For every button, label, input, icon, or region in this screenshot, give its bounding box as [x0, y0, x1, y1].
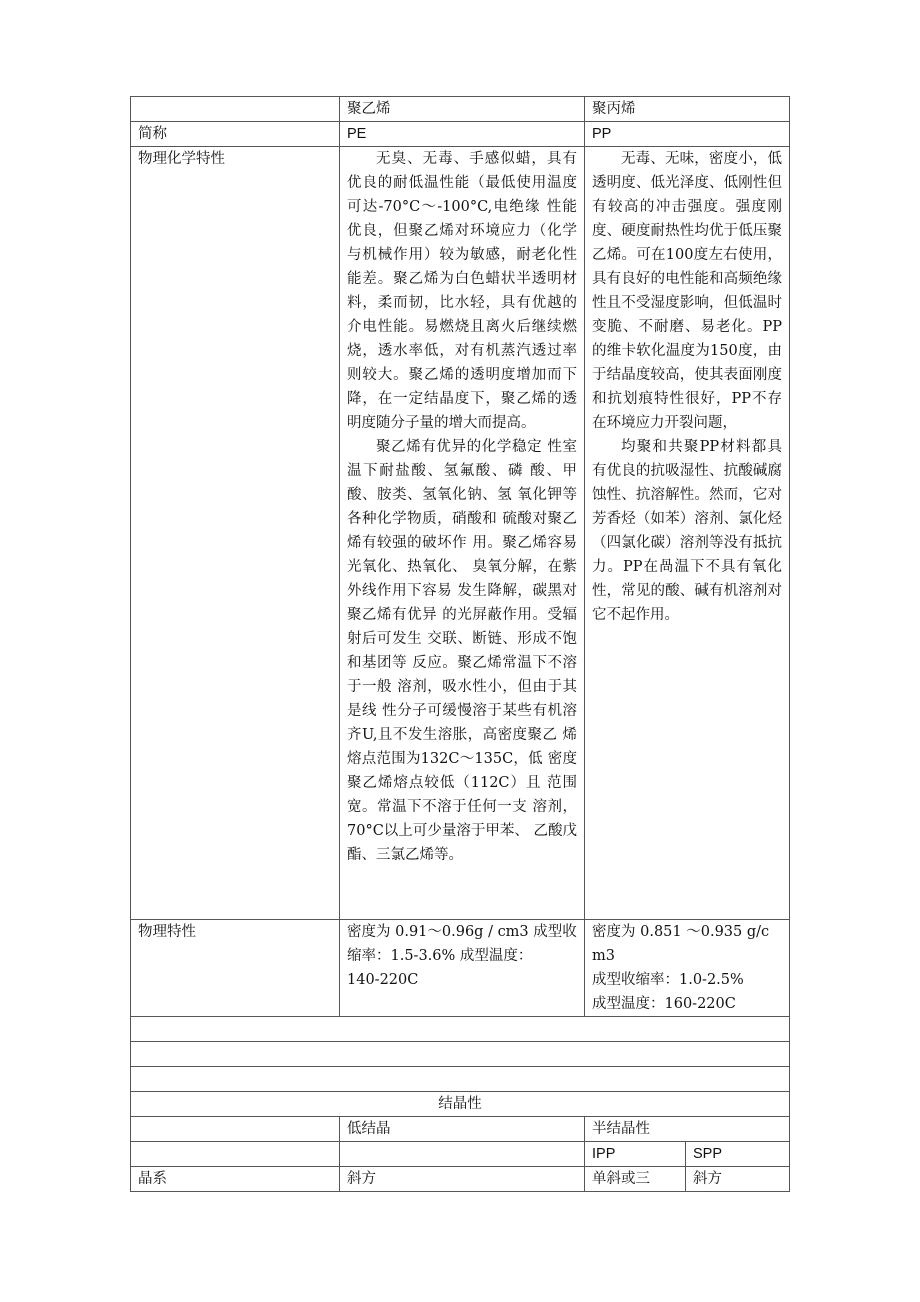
spp-label: SPP: [686, 1142, 790, 1167]
subtype-blank-2: [340, 1142, 585, 1167]
header-pe-cell: 聚乙烯: [340, 97, 585, 122]
crystallinity-pe: 低结晶: [340, 1117, 585, 1142]
chem-properties-row: [131, 147, 790, 920]
physical-properties-pp: 密度为 0.851 〜0.935 g/cm3 成型收缩率：1.0-2.5% 成型温度：160-220C: [585, 920, 790, 1017]
header-row: [131, 97, 790, 122]
chem-properties-pe: [340, 147, 585, 920]
crystal-system-spp: 斜方: [686, 1167, 790, 1192]
pe-paragraph-2: 聚乙烯有优异的化学稳定 性室温下耐盐酸、氢氟酸、磷 酸、甲酸、胺类、氢氧化钠、氢 氧化钾等各种化学物质，硝酸和 硫酸对聚乙烯有较强的破坏作 用。聚乙烯容易光氧化、热氧化、 臭氧分解，在紫外线作用下容易 发生降解，碳黑对聚乙烯有优异 的光屏蔽作用。受辐射后可发生 交联、断链、形成不饱和基团等 反应。聚乙烯常温下不溶于一般 溶剂，吸水性小，但由于其是线 性分子可缓慢溶于某些有机溶 齐U,且不发生溶胀，高密度聚乙 烯熔点范围为132C〜135C，低 密度聚乙烯熔点较低（112C）且 范围宽。常温下不溶于任何一支 溶剂，70°C以上可少量溶于甲苯、 乙酸戊酯、三氯乙烯等。: [347, 439, 577, 863]
abbreviation-row: [131, 122, 790, 147]
comparison-table: [130, 96, 790, 1192]
crystal-system-row: [131, 1167, 790, 1192]
pe-paragraph-1: 无臭、无毒、手感似蜡，具有优良的耐低温性能（最低使用温度可达-70°C〜-100°C,电绝缘 性能优良，但聚乙烯对环境应力（化学与机械作用）较为敏感，耐老化性能差。聚乙烯为白色蜡状半透明材料，柔而韧，比水轻，具有优越的介电性能。易燃烧且离火后继续燃烧，透水率低，对有机蒸汽透过率则较大。聚乙烯的透明度增加而下降，在一定结晶度下，聚乙烯的透明度随分子量的增大而提高。: [347, 151, 577, 431]
empty-row: [131, 1042, 790, 1067]
crystallinity-title-row: [131, 1092, 790, 1117]
pp-paragraph-2: 均聚和共聚PP材料都具有优良的抗吸湿性、抗酸碱腐蚀性、抗溶解性。然而，它对芳香烃（如苯）溶剂、氯化烃（四氯化碳）溶剂等没有抵抗力。PP在咼温下不具有氧化性，常见的酸、碱有机溶剂对它不起作用。: [592, 439, 782, 623]
abbreviation-pp: PP: [585, 122, 790, 147]
subtype-blank-1: [131, 1142, 340, 1167]
chem-properties-pp: [585, 147, 790, 920]
physical-properties-row: [131, 920, 790, 1017]
crystallinity-type-blank: [131, 1117, 340, 1142]
crystallinity-type-row: [131, 1117, 790, 1142]
physical-properties-pe: 密度为 0.91〜0.96g / cm3 成型收缩率：1.5-3.6% 成型温度： 140-220C: [340, 920, 585, 1017]
crystallinity-title: 结晶性: [131, 1092, 790, 1117]
abbreviation-label: 简称: [131, 122, 340, 147]
crystal-system-ipp: 单斜或三: [585, 1167, 686, 1192]
physical-properties-label: 物理特性: [131, 920, 340, 1017]
pp-paragraph-1: 无毒、无味，密度小，低透明度、低光泽度、低刚性但有较高的冲击强度。强度刚度、硬度耐热性均优于低压聚乙烯。可在100度左右使用，具有良好的电性能和高频绝缘性且不受湿度影响，但低温时变脆、不耐磨、易老化。PP的维卡软化温度为150度，由于结晶度较高，使其表面刚度和抗划痕特性很好，PP不存在环境应力开裂问题，: [592, 151, 782, 431]
pp-subtype-row: [131, 1142, 790, 1167]
chem-properties-label: 物理化学特性: [131, 147, 340, 920]
crystallinity-pp: 半结晶性: [585, 1117, 790, 1142]
ipp-label: IPP: [585, 1142, 686, 1167]
empty-row: [131, 1017, 790, 1042]
header-corner-cell: [131, 97, 340, 122]
header-pp-cell: 聚丙烯: [585, 97, 790, 122]
abbreviation-pe: PE: [340, 122, 585, 147]
crystal-system-pe: 斜方: [340, 1167, 585, 1192]
crystal-system-label: 晶系: [131, 1167, 340, 1192]
empty-row: [131, 1067, 790, 1092]
